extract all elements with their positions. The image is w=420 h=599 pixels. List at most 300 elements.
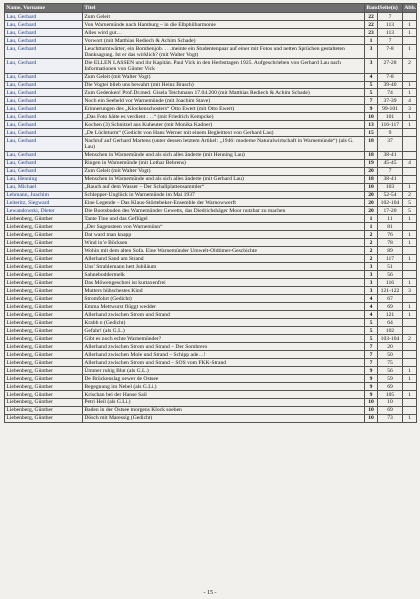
- cell-title: Emma Mettwurst flüggt wedder: [83, 303, 365, 311]
- cell-name: Liebenberg, Günther: [5, 295, 83, 303]
- cell-figures: 2: [403, 191, 417, 199]
- cell-pages: 17-20: [378, 207, 403, 215]
- cell-title: Menschen in Warnemünde und als sich alles änderte (mit Henning Lau): [83, 151, 365, 159]
- cell-pages: 121-122: [378, 287, 403, 295]
- cell-band: 5: [365, 81, 378, 89]
- cell-pages: 59: [378, 375, 403, 383]
- cell-figures: 1: [403, 375, 417, 383]
- cell-title: Allerhand Sand am Strand: [83, 255, 365, 263]
- cell-name: Lau, Gerhard: [5, 151, 83, 159]
- cell-name: Lau, Henning: [5, 175, 83, 183]
- cell-name: Liebenberg, Günther: [5, 375, 83, 383]
- cell-band: 18: [365, 137, 378, 151]
- cell-band: 3: [365, 287, 378, 295]
- table-row: [5, 89, 417, 97]
- table-row: [5, 303, 417, 311]
- cell-pages: 102-104: [378, 199, 403, 207]
- cell-pages: 39-40: [378, 81, 403, 89]
- cell-title: Leuchtturmwärter, ein Bombenjob. . . .meinte ein Studentenpaar auf einer mit Fotos und netten Sprüchen gestalteten Danksagung. Ist er das wirklich? (mit Walter Vogt): [83, 45, 365, 59]
- cell-name: Liebenberg, Günther: [5, 407, 83, 415]
- cell-band: 10: [365, 415, 378, 423]
- cell-name: Liebenberg, Günther: [5, 263, 83, 271]
- cell-figures: [403, 167, 417, 175]
- cell-figures: [403, 383, 417, 391]
- table-row: [5, 29, 417, 37]
- cell-pages: 64: [378, 319, 403, 327]
- cell-figures: [403, 295, 417, 303]
- table-row: [5, 183, 417, 191]
- cell-pages: 52-54: [378, 191, 403, 199]
- cell-name: Liebenberg, Günther: [5, 319, 83, 327]
- cell-title: Die Bootsbuden des Warnemünder Gewetts, das Diedrichshäger Moor nutzbar zu machen: [83, 207, 365, 215]
- page-number: - 15 -: [203, 590, 217, 596]
- cell-band: 10: [365, 113, 378, 121]
- cell-name: Liebenberg, Günther: [5, 287, 83, 295]
- cell-name: Liebenberg, Günther: [5, 415, 83, 423]
- cell-band: 1: [365, 37, 378, 45]
- table-row: [5, 287, 417, 295]
- cell-pages: 56: [378, 367, 403, 375]
- table-row: [5, 175, 417, 183]
- cell-figures: [403, 247, 417, 255]
- cell-figures: 5: [403, 199, 417, 207]
- table-row: [5, 319, 417, 327]
- cell-band: 2: [365, 239, 378, 247]
- cell-pages: 38-41: [378, 175, 403, 183]
- table-row: [5, 271, 417, 279]
- cell-figures: 2: [403, 335, 417, 343]
- cell-title: Noch ein Seeheld vor Warnemünde (mit Joachim Stave): [83, 97, 365, 105]
- cell-pages: 81: [378, 223, 403, 231]
- table-row: [5, 343, 417, 351]
- cell-pages: 116-117: [378, 121, 403, 129]
- cell-name: Liebenberg, Günther: [5, 223, 83, 231]
- cell-band: 4: [365, 303, 378, 311]
- table-row: [5, 279, 417, 287]
- cell-pages: 69: [378, 303, 403, 311]
- cell-title: Begegnung im Nebel (als G.Li.): [83, 383, 365, 391]
- table-row: [5, 21, 417, 29]
- cell-title: Allerhand zwischen Strom und Strand – Der Sombrero: [83, 343, 365, 351]
- cell-band: 3: [365, 279, 378, 287]
- cell-figures: 1: [403, 45, 417, 59]
- cell-title: Eine Legende – Das Klaus-Störtebeker-Ensemble der Warnowwerft: [83, 199, 365, 207]
- table-row: [5, 167, 417, 175]
- table-row: [5, 407, 417, 415]
- table-row: [5, 375, 417, 383]
- table-row: [5, 59, 417, 73]
- cell-pages: 50: [378, 351, 403, 359]
- cell-title: Krabb n (Gedicht): [83, 319, 365, 327]
- cell-figures: [403, 327, 417, 335]
- table-row: [5, 327, 417, 335]
- header-title: Titel: [83, 4, 365, 13]
- cell-band: 20: [365, 191, 378, 199]
- table-row: [5, 121, 417, 129]
- cell-name: Lau, Gerhard: [5, 45, 83, 59]
- cell-band: 5: [365, 327, 378, 335]
- cell-figures: [403, 175, 417, 183]
- cell-name: Liebenberg, Günther: [5, 279, 83, 287]
- cell-name: Lau, Gerhard: [5, 121, 83, 129]
- cell-pages: 45-45: [378, 159, 403, 167]
- cell-pages: 37-39: [378, 97, 403, 105]
- table-row: [5, 191, 417, 199]
- table-row: [5, 231, 417, 239]
- cell-title: „De Lüchtturm“ (Gedicht von Hans Werner mit einem Begleittext von Gerhard Lau): [83, 129, 365, 137]
- cell-name: Liebenberg, Günther: [5, 343, 83, 351]
- cell-pages: 101: [378, 113, 403, 121]
- cell-band: 10: [365, 407, 378, 415]
- cell-title: „Der Sagensteen von Warnemünn“: [83, 223, 365, 231]
- cell-title: Schlepper-Unglück in Warnemünde im Mai 1937: [83, 191, 365, 199]
- cell-title: Wind in’e Böcksen: [83, 239, 365, 247]
- cell-figures: 1: [403, 415, 417, 423]
- table-row: [5, 367, 417, 375]
- cell-name: Lau, Gerhard: [5, 81, 83, 89]
- cell-band: 9: [365, 105, 378, 113]
- cell-pages: 76: [378, 231, 403, 239]
- table-row: [5, 223, 417, 231]
- cell-band: 4: [365, 73, 378, 81]
- table-row: [5, 295, 417, 303]
- table-row: [5, 151, 417, 159]
- cell-pages: 117: [378, 255, 403, 263]
- header-pages: Seite(n): [378, 4, 403, 13]
- table-row: [5, 359, 417, 367]
- table-row: [5, 73, 417, 81]
- cell-pages: 20: [378, 343, 403, 351]
- cell-pages: 121: [378, 311, 403, 319]
- cell-figures: [403, 129, 417, 137]
- cell-name: Liebenberg, Günther: [5, 383, 83, 391]
- cell-pages: 7: [378, 167, 403, 175]
- cell-pages: 69: [378, 383, 403, 391]
- cell-name: Liebenberg, Günther: [5, 335, 83, 343]
- cell-name: Lehmann, Joachim: [5, 191, 83, 199]
- cell-pages: 37: [378, 137, 403, 151]
- cell-band: 3: [365, 45, 378, 59]
- table-row: [5, 383, 417, 391]
- table-row: [5, 399, 417, 407]
- table-row: [5, 105, 417, 113]
- header-figures: Abb.: [404, 5, 417, 11]
- cell-band: 20: [365, 167, 378, 175]
- header-name: Name, Vorname: [5, 4, 83, 13]
- cell-figures: 4: [403, 97, 417, 105]
- cell-name: Liebenberg, Günther: [5, 247, 83, 255]
- cell-name: Liebenberg, Günther: [5, 391, 83, 399]
- cell-pages: 7: [378, 37, 403, 45]
- cell-pages: 69: [378, 407, 403, 415]
- cell-pages: 89: [378, 247, 403, 255]
- cell-figures: 2: [403, 59, 417, 73]
- cell-pages: 113: [378, 29, 403, 37]
- cell-title: Zum Geleit (mit Walter Vogt): [83, 73, 365, 81]
- cell-band: 2: [365, 231, 378, 239]
- cell-title: Ümmer ruhig Blut (als G.L.): [83, 367, 365, 375]
- table-row: [5, 97, 417, 105]
- table-row: [5, 129, 417, 137]
- cell-pages: 11: [378, 215, 403, 223]
- cell-name: Liebenberg, Günther: [5, 239, 83, 247]
- cell-name: Liebenberg, Günther: [5, 399, 83, 407]
- cell-band: 9: [365, 383, 378, 391]
- table-row: [5, 45, 417, 59]
- cell-name: Liebenberg, Günther: [5, 255, 83, 263]
- cell-figures: 1: [403, 255, 417, 263]
- table-header-row: [5, 4, 417, 13]
- cell-pages: 9: [378, 129, 403, 137]
- cell-figures: 1: [403, 279, 417, 287]
- cell-figures: 1: [403, 89, 417, 97]
- cell-figures: [403, 271, 417, 279]
- cell-figures: 1: [403, 21, 417, 29]
- cell-pages: 7-8: [378, 73, 403, 81]
- cell-figures: [403, 263, 417, 271]
- cell-figures: [403, 223, 417, 231]
- cell-title: „Rauch auf dem Wasser – Der Schallplattensammler“: [83, 183, 365, 191]
- cell-band: 3: [365, 263, 378, 271]
- cell-name: Lau, Gerhard: [5, 37, 83, 45]
- cell-figures: 1: [403, 239, 417, 247]
- cell-title: Alles wird gut…: [83, 29, 365, 37]
- table-row: [5, 351, 417, 359]
- cell-figures: 1: [403, 113, 417, 121]
- cell-band: 4: [365, 295, 378, 303]
- cell-figures: [403, 151, 417, 159]
- cell-pages: 7-8: [378, 45, 403, 59]
- cell-name: Lau, Gerhard: [5, 73, 83, 81]
- table-row: [5, 37, 417, 45]
- cell-band: 5: [365, 335, 378, 343]
- cell-pages: 7: [378, 13, 403, 21]
- cell-name: Liebenberg, Günther: [5, 327, 83, 335]
- cell-band: 4: [365, 311, 378, 319]
- cell-band: 7: [365, 359, 378, 367]
- cell-band: 15: [365, 129, 378, 137]
- cell-name: Lau, Gerhard: [5, 29, 83, 37]
- table-row: [5, 159, 417, 167]
- cell-figures: [403, 73, 417, 81]
- table-row: [5, 391, 417, 399]
- cell-figures: [403, 359, 417, 367]
- cell-figures: 1: [403, 231, 417, 239]
- cell-band: 7: [365, 343, 378, 351]
- table-row: [5, 81, 417, 89]
- cell-figures: 1: [403, 121, 417, 129]
- cell-title: Zum Gedenken! Prof.Dr.med. Gisela Teichmann 17.04.200 (mit Matthias Rediech & Achim Schade): [83, 89, 365, 97]
- table-row: [5, 207, 417, 215]
- cell-name: Lau, Gerhard: [5, 113, 83, 121]
- cell-title: Zum Geleit (mit Walter Vogt): [83, 167, 365, 175]
- cell-title: Menschen in Warnemünde und als sich alles änderte (mit Gerhard Lau): [83, 175, 365, 183]
- cell-title: „Das Foto hätte es verdient . . .“ (mit Friedrich Kempcke): [83, 113, 365, 121]
- cell-pages: 99-101: [378, 105, 403, 113]
- cell-band: 20: [365, 199, 378, 207]
- cell-band: 2: [365, 255, 378, 263]
- cell-title: Vorwort (mit Matthias Rediech & Achim Schade): [83, 37, 365, 45]
- header-band: Band: [366, 5, 380, 11]
- cell-figures: [403, 351, 417, 359]
- cell-name: Lau, Gerhard: [5, 13, 83, 21]
- cell-name: Lau, Gerhard: [5, 105, 83, 113]
- table-row: [5, 137, 417, 151]
- cell-pages: 67: [378, 295, 403, 303]
- cell-figures: 3: [403, 105, 417, 113]
- cell-pages: 105: [378, 391, 403, 399]
- cell-name: Liebenberg, Günther: [5, 271, 83, 279]
- cell-title: Gibt es noch echte Warnemünder?: [83, 335, 365, 343]
- table-row: [5, 247, 417, 255]
- cell-title: Allerhand zwischen Strom und Strand: [83, 311, 365, 319]
- cell-title: Gefahr! (als G.L.): [83, 327, 365, 335]
- cell-band: 3: [365, 271, 378, 279]
- cell-title: Mutters hübschestes Kind: [83, 287, 365, 295]
- cell-title: Kochen (3) Schnitzel aus Kuheuter (mit Monika Kadner): [83, 121, 365, 129]
- cell-figures: 1: [403, 303, 417, 311]
- cell-band: 9: [365, 391, 378, 399]
- cell-name: Liebenberg, Günther: [5, 215, 83, 223]
- cell-name: Liebenberg, Günther: [5, 367, 83, 375]
- cell-pages: 102: [378, 327, 403, 335]
- cell-band: 3: [365, 59, 378, 73]
- cell-band: 7: [365, 351, 378, 359]
- cell-band: 5: [365, 319, 378, 327]
- table-row: [5, 263, 417, 271]
- cell-title: Krischan bei der Hanse Sail: [83, 391, 365, 399]
- table-row: [5, 239, 417, 247]
- cell-pages: 56: [378, 271, 403, 279]
- cell-name: Liebenberg, Günther: [5, 231, 83, 239]
- cell-figures: 1: [403, 29, 417, 37]
- cell-figures: 1: [403, 183, 417, 191]
- cell-title: Allerhand zwischen Strom und Strand – SOS vom FKK-Strand: [83, 359, 365, 367]
- cell-figures: [403, 343, 417, 351]
- cell-pages: 38-41: [378, 151, 403, 159]
- cell-figures: [403, 399, 417, 407]
- cell-title: Das Möwengeschrei ist kurtaxenfrei: [83, 279, 365, 287]
- cell-band: 2: [365, 247, 378, 255]
- cell-name: Lau, Michael: [5, 183, 83, 191]
- cell-figures: [403, 319, 417, 327]
- cell-title: Ringen in Warnemünde (mit Lothar Behrens): [83, 159, 365, 167]
- table-row: [5, 113, 417, 121]
- cell-figures: 1: [403, 81, 417, 89]
- cell-title: Nachruf auf Gerhard Martens (unter dessen letztem Artikel: „1946: moderne Naturalwirtschaft in Warnemünde“) (als G. Lau): [83, 137, 365, 151]
- cell-name: Lau, Gerhard: [5, 97, 83, 105]
- cell-pages: 73: [378, 415, 403, 423]
- cell-pages: 103-104: [378, 335, 403, 343]
- cell-pages: 51: [378, 263, 403, 271]
- cell-figures: 5: [403, 207, 417, 215]
- cell-figures: [403, 407, 417, 415]
- cell-pages: 74: [378, 89, 403, 97]
- cell-title: Allerhand zwischen Mole und Strand – Schipp ade…!: [83, 351, 365, 359]
- table-row: [5, 255, 417, 263]
- cell-title: Erinnerungen des „Klockenschosters“ Otto Ewert (mit Otto Ewert): [83, 105, 365, 113]
- cell-band: 5: [365, 89, 378, 97]
- cell-pages: 78: [378, 239, 403, 247]
- table-row: [5, 13, 417, 21]
- cell-figures: 1: [403, 311, 417, 319]
- table-row: [5, 415, 417, 423]
- cell-title: Von Warnemünde nach Hamburg – in die Elbphilharmonie: [83, 21, 365, 29]
- table-row: [5, 199, 417, 207]
- cell-pages: 27-28: [378, 59, 403, 73]
- cell-title: Petri Heil (als G.Li.): [83, 399, 365, 407]
- cell-figures: 1: [403, 215, 417, 223]
- cell-band: 9: [365, 367, 378, 375]
- cell-title: Zum Geleit: [83, 13, 365, 21]
- cell-title: Uns’ Strahlemann hett Jubiläum: [83, 263, 365, 271]
- cell-figures: [403, 13, 417, 21]
- cell-band: 23: [365, 29, 378, 37]
- cell-title: Tante Tine und das Geflügel: [83, 215, 365, 223]
- cell-band: 19: [365, 159, 378, 167]
- cell-name: Lau, Gerhard: [5, 159, 83, 167]
- cell-band: 22: [365, 13, 378, 21]
- cell-pages: 103: [378, 183, 403, 191]
- cell-pages: 75: [378, 359, 403, 367]
- cell-pages: 10: [378, 399, 403, 407]
- cell-figures: 1: [403, 391, 417, 399]
- table-body: [5, 13, 417, 423]
- author-register-table: [4, 3, 417, 423]
- cell-name: Lau, Gerhard: [5, 59, 83, 73]
- cell-title: Dat ward man knapp: [83, 231, 365, 239]
- cell-name: Liebenberg, Günther: [5, 351, 83, 359]
- cell-name: Leiteritz, Siegward: [5, 199, 83, 207]
- cell-name: Liebenberg, Günther: [5, 359, 83, 367]
- cell-name: Liebenberg, Günther: [5, 311, 83, 319]
- cell-name: Lewandowski, Dieter: [5, 207, 83, 215]
- cell-band: 13: [365, 121, 378, 129]
- cell-title: Die Vogtei blieb uns bewahrt (mit Heinz Brasch): [83, 81, 365, 89]
- cell-title: Baden in der Ostsee morgens Klock soeben: [83, 407, 365, 415]
- cell-band: 20: [365, 207, 378, 215]
- cell-title: Dösch mit Maressig (Gedicht): [83, 415, 365, 423]
- cell-figures: [403, 37, 417, 45]
- table-row: [5, 215, 417, 223]
- cell-figures: 3: [403, 287, 417, 295]
- cell-name: Lau, Gerhard: [5, 167, 83, 175]
- cell-name: Lau, Gerhard: [5, 137, 83, 151]
- table-row: [5, 311, 417, 319]
- cell-pages: 113: [378, 21, 403, 29]
- cell-title: Sahneboddermelk: [83, 271, 365, 279]
- cell-name: Lau, Gerhard: [5, 21, 83, 29]
- cell-name: Lau, Gerhard: [5, 129, 83, 137]
- cell-band: 22: [365, 21, 378, 29]
- cell-name: Liebenberg, Günther: [5, 303, 83, 311]
- cell-band: 18: [365, 175, 378, 183]
- cell-band: 10: [365, 399, 378, 407]
- cell-name: Lau, Gerhard: [5, 89, 83, 97]
- cell-title: Stromfohrt (Gedicht): [83, 295, 365, 303]
- cell-figures: 4: [403, 159, 417, 167]
- cell-figures: [403, 137, 417, 151]
- cell-pages: 116: [378, 279, 403, 287]
- cell-band: 18: [365, 151, 378, 159]
- cell-figures: 1: [403, 367, 417, 375]
- cell-band: 9: [365, 375, 378, 383]
- cell-band: 1: [365, 223, 378, 231]
- cell-band: 1: [365, 215, 378, 223]
- cell-band: 10: [365, 183, 378, 191]
- cell-title: Die ELLEN LASSEN und ihr Kapitän. Paul Vick in den Herbsttagen 1925. Aufgeschrieben von Gerhard Lau nach Informationen von Günter Vick: [83, 59, 365, 73]
- cell-title: Wohin mit dem alten Sofa. Eine Warnemünder Umwelt-Oldtimer-Geschichte: [83, 247, 365, 255]
